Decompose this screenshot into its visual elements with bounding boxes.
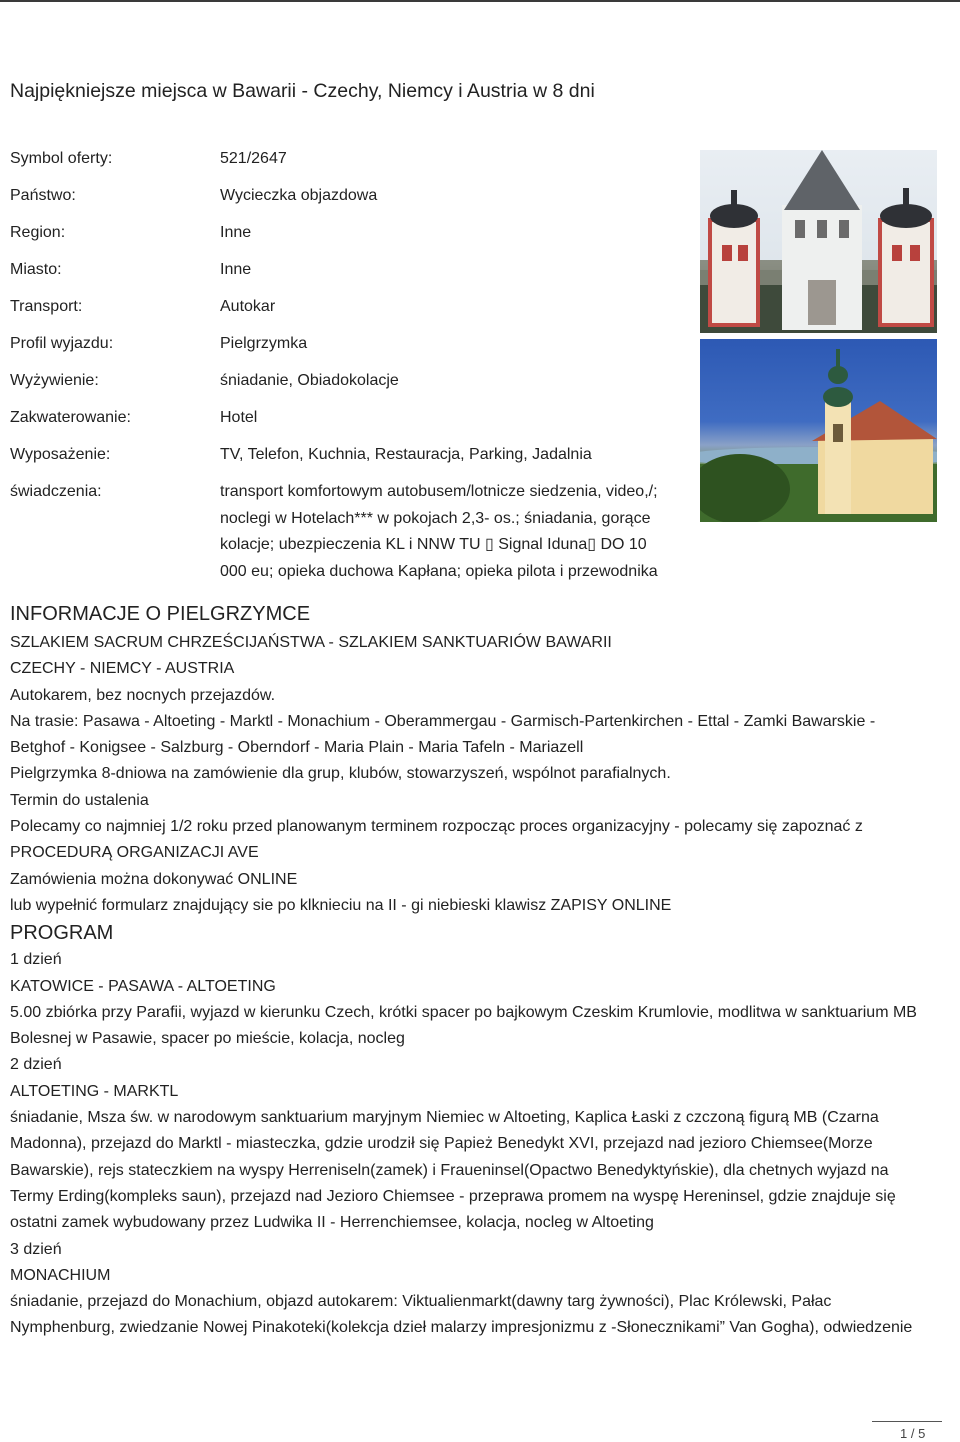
program-line: ALTOETING - MARKTL bbox=[10, 1082, 179, 1100]
spec-row bbox=[10, 335, 700, 372]
info-line: CZECHY - NIEMCY - AUSTRIA bbox=[10, 660, 235, 678]
spec-label: Wyżywienie: bbox=[10, 372, 99, 389]
church-photo-2 bbox=[700, 339, 937, 522]
spec-value: TV, Telefon, Kuchnia, Restauracja, Parking, Jadalnia bbox=[220, 446, 592, 463]
program-line: Nymphenburg, zwiedzanie Nowej Pinakoteki(kolekcja dzieł malarzy impresjonizmu z -Słonecznikami” Van Gogha), odwiedzenie bbox=[10, 1319, 913, 1337]
spec-label: Transport: bbox=[10, 298, 83, 315]
info-line: Autokarem, bez nocnych przejazdów. bbox=[10, 686, 276, 704]
program-line: 1 dzień bbox=[10, 951, 62, 969]
spec-row bbox=[10, 298, 700, 335]
spec-value: Autokar bbox=[220, 298, 276, 315]
program-heading: PROGRAM bbox=[10, 922, 114, 945]
spec-value: Inne bbox=[220, 224, 252, 241]
spec-row bbox=[10, 150, 700, 187]
info-line: SZLAKIEM SACRUM CHRZEŚCIJAŃSTWA - SZLAKIEM SANKTUARIÓW BAWARII bbox=[10, 634, 612, 651]
spec-label: Miasto: bbox=[10, 261, 62, 278]
top-border bbox=[0, 0, 960, 2]
program-line: Termy Erding(kompleks saun), przejazd nad Jezioro Chiemsee - przeprawa promem na wyspę Hereninsel, gdzie znajduje się bbox=[10, 1187, 896, 1205]
program-line: śniadanie, przejazd do Monachium, objazd autokarem: Viktualienmarkt(dawny targ żywności), Plac Królewski, Pałac bbox=[10, 1293, 832, 1311]
spec-label: Państwo: bbox=[10, 187, 76, 204]
info-heading: INFORMACJE O PIELGRZYMCE bbox=[10, 603, 311, 625]
spec-row bbox=[10, 446, 700, 483]
spec-value: śniadanie, Obiadokolacje bbox=[220, 372, 399, 389]
program-line: Bolesnej w Pasawie, spacer po mieście, kolacja, nocleg bbox=[10, 1030, 405, 1048]
spec-value: Wycieczka objazdowa bbox=[220, 187, 378, 204]
info-line: PROCEDURĄ ORGANIZACJI AVE bbox=[10, 844, 259, 862]
program-line: Madonna), przejazd do Marktl - miasteczka, gdzie urodził się Papież Benedykt XVI, przejazd nad jezioro Chiemsee(Morze bbox=[10, 1135, 873, 1153]
program-line: MONACHIUM bbox=[10, 1266, 111, 1284]
benefits-line: noclegi w Hotelach*** w pokojach 2,3- os.; śniadania, gorące bbox=[220, 509, 651, 527]
spec-value: 521/2647 bbox=[220, 150, 287, 167]
program-line: ostatni zamek wybudowany przez Ludwika II - Herrenchiemsee, kolacja, nocleg w Altoeting bbox=[10, 1214, 654, 1232]
program-line: 5.00 zbiórka przy Parafii, wyjazd w kierunku Czech, krótki spacer po bajkowym Czeskim Krumlovie, modlitwa w sanktuarium MB bbox=[10, 1003, 917, 1021]
info-line: Betghof - Konigsee - Salzburg - Oberndorf - Maria Plain - Maria Tafeln - Mariazell bbox=[10, 739, 584, 757]
benefits-line: kolacje; ubezpieczenia KL i NNW TU ▯ Signal Iduna▯ DO 10 bbox=[220, 536, 647, 553]
spec-label: świadczenia: bbox=[10, 483, 102, 500]
info-line: Termin do ustalenia bbox=[10, 791, 149, 809]
info-line: Polecamy co najmniej 1/2 roku przed planowanym terminem rozpocząc proces organizacyjny - polecamy się zapoznać z bbox=[10, 818, 863, 836]
program-line: śniadanie, Msza św. w narodowym sanktuarium maryjnym Niemiec w Altoeting, Kaplica Łaski z czczoną figurą MB (Czarna bbox=[10, 1109, 879, 1127]
spec-row bbox=[10, 372, 700, 409]
spec-row bbox=[10, 261, 700, 298]
spec-label: Symbol oferty: bbox=[10, 150, 113, 167]
benefits-line: transport komfortowym autobusem/lotnicze siedzenia, video,/; bbox=[220, 483, 658, 500]
spec-row bbox=[10, 187, 700, 224]
description-body bbox=[10, 600, 958, 1342]
spec-value: Pielgrzymka bbox=[220, 335, 308, 352]
footer-rule bbox=[872, 1421, 942, 1422]
spec-row bbox=[10, 224, 700, 261]
program-line: 2 dzień bbox=[10, 1056, 62, 1074]
spec-label: Wyposażenie: bbox=[10, 446, 111, 463]
spec-label: Zakwaterowanie: bbox=[10, 409, 131, 426]
page-title: Najpiękniejsze miejsca w Bawarii - Czechy, Niemcy i Austria w 8 dni bbox=[10, 80, 595, 102]
info-line: Zamówienia można dokonywać ONLINE bbox=[10, 870, 298, 888]
info-line: Na trasie: Pasawa - Altoeting - Marktl - Monachium - Oberammergau - Garmisch-Partenkirchen - Ettal - Zamki Bawarskie - bbox=[10, 712, 876, 730]
spec-value: Inne bbox=[220, 261, 252, 278]
offer-specs bbox=[10, 150, 700, 589]
program-line: KATOWICE - PASAWA - ALTOETING bbox=[10, 977, 276, 995]
page-number: 1 / 5 bbox=[900, 1426, 926, 1441]
benefits-text bbox=[220, 479, 690, 585]
spec-row-benefits bbox=[10, 483, 700, 589]
program-line: Bawarskie), rejs stateczkiem na wyspy Herreniseln(zamek) i Fraueninsel(Opactwo Benedyktyńskie), dla chetnych wyjazd na bbox=[10, 1161, 889, 1179]
spec-label: Region: bbox=[10, 224, 66, 241]
info-line: lub wypełnić formularz znajdujący sie po klknieciu na II - gi niebieski klawisz ZAPISY ONLINE bbox=[10, 896, 672, 914]
info-line: Pielgrzymka 8-dniowa na zamówienie dla grup, klubów, stowarzyszeń, wspólnot parafialnych. bbox=[10, 765, 671, 783]
spec-label: Profil wyjazdu: bbox=[10, 335, 114, 352]
spec-value: Hotel bbox=[220, 409, 258, 426]
program-line: 3 dzień bbox=[10, 1240, 62, 1258]
spec-row bbox=[10, 409, 700, 446]
benefits-line: 000 eu; opieka duchowa Kapłana; opieka pilota i przewodnika bbox=[220, 562, 658, 580]
church-photo-1 bbox=[700, 150, 937, 333]
